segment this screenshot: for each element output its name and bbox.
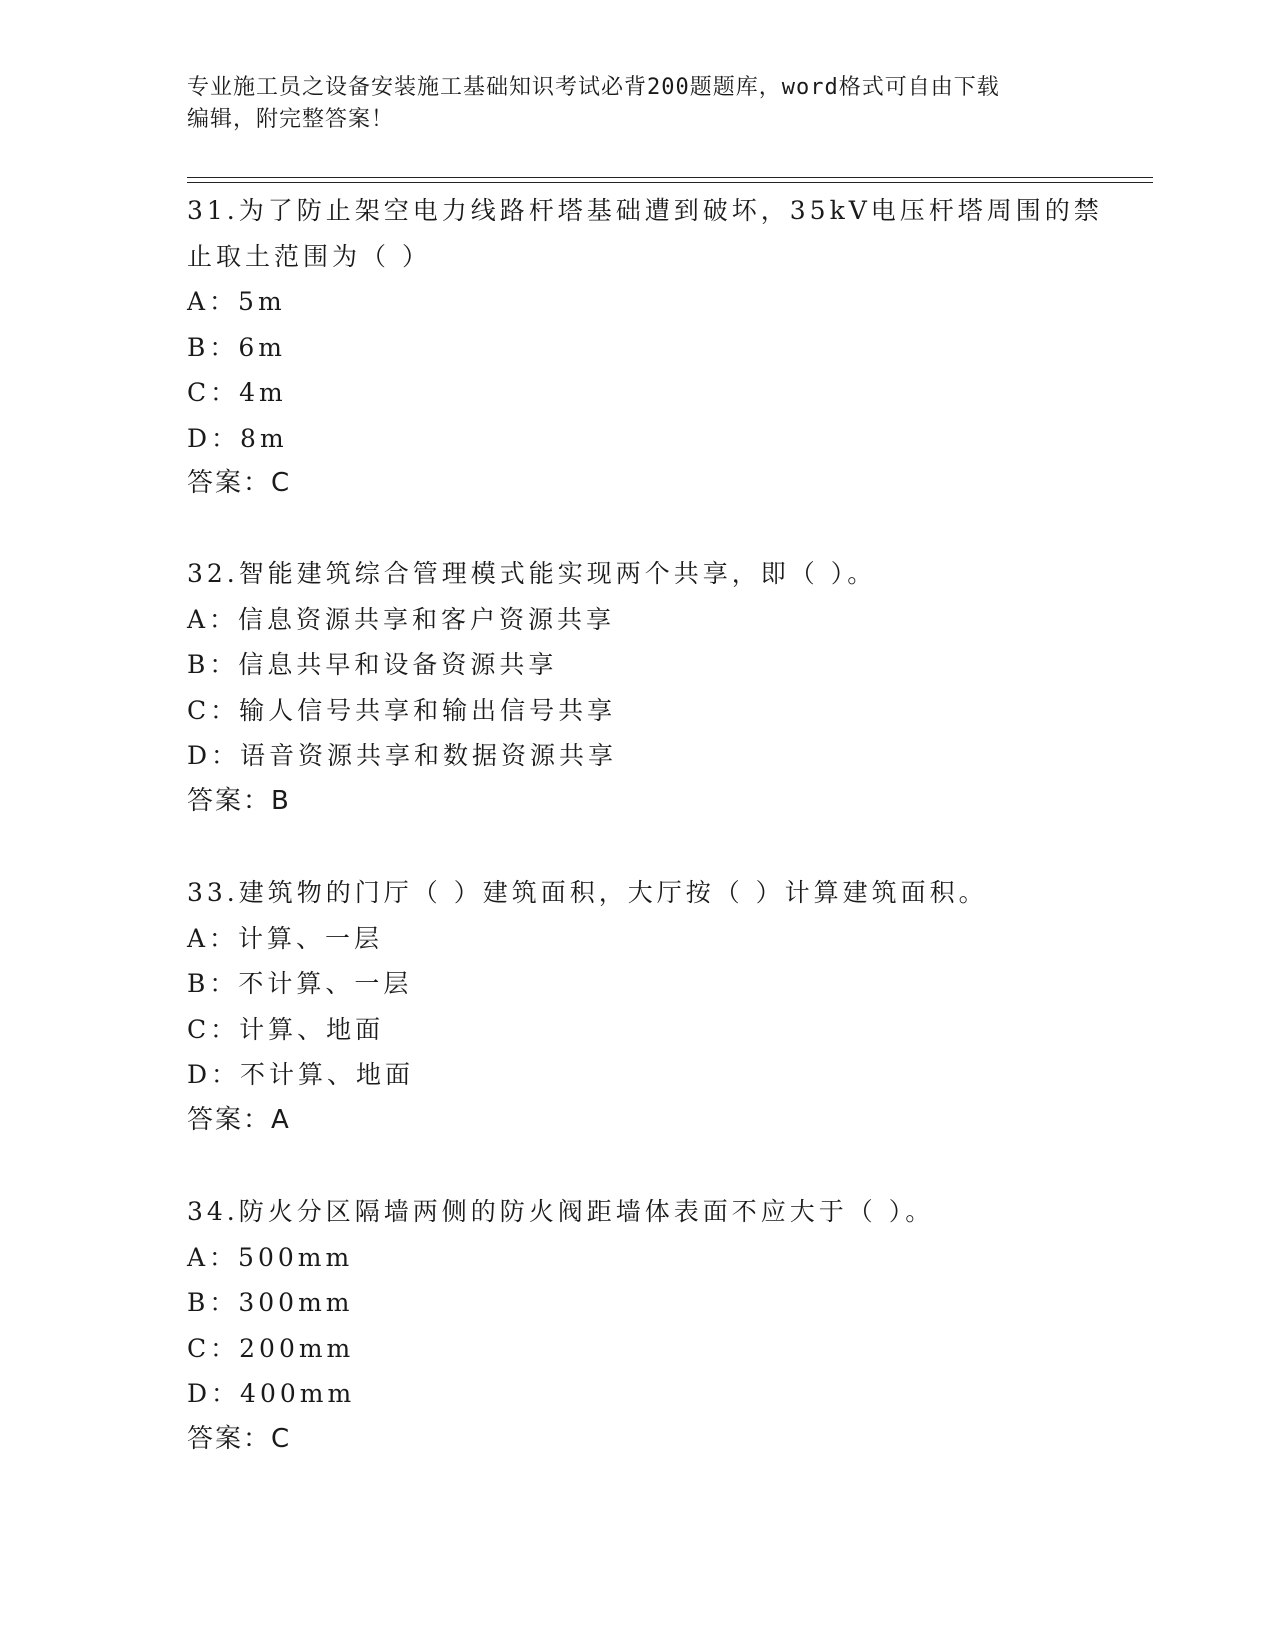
option-a: A：500mm [187, 1242, 354, 1272]
header-divider-bottom [187, 182, 1153, 183]
option-b: B：300mm [187, 1288, 354, 1317]
option-d: D：不计算、地面 [187, 1060, 415, 1089]
option-b: B：信息共早和设备资源共享 [187, 650, 558, 679]
question-stem-line: 32.智能建筑综合管理模式能实现两个共享，即（ ）。 [187, 559, 877, 588]
option-d: D：8m [187, 423, 288, 453]
option-c: C：输人信号共享和输出信号共享 [187, 695, 617, 725]
question-stem-line: 止取土范围为（ ） [187, 241, 431, 271]
option-c: C：200mm [187, 1333, 355, 1363]
option-a: A：信息资源共享和客户资源共享 [187, 604, 616, 634]
header-line-1: 专业施工员之设备安装施工基础知识考试必背200题题库，word格式可自由下载 [187, 75, 1000, 100]
option-d: D：语音资源共享和数据资源共享 [187, 741, 618, 770]
answer-line: 答案：A [187, 1104, 291, 1135]
document-header [187, 72, 1087, 136]
question-stem-line: 31.为了防止架空电力线路杆塔基础遭到破坏，35kV电压杆塔周围的禁 [187, 196, 1103, 225]
question-34 [187, 1189, 1087, 1462]
option-b: B：6m [187, 332, 286, 362]
question-33 [187, 870, 1087, 1143]
option-b: B：不计算、一层 [187, 969, 413, 998]
question-stem-line: 33.建筑物的门厅（ ）建筑面积，大厅按（ ）计算建筑面积。 [187, 878, 988, 907]
option-c: C：4m [187, 378, 287, 407]
question-31 [187, 188, 1103, 507]
question-32 [187, 551, 1087, 824]
option-a: A：计算、一层 [187, 923, 384, 953]
question-stem-line: 34.防火分区隔墙两侧的防火阀距墙体表面不应大于（ ）。 [187, 1197, 935, 1226]
answer-line: 答案：C [187, 1423, 292, 1454]
header-line-2: 编辑，附完整答案！ [187, 107, 395, 132]
answer-line: 答案：C [187, 468, 292, 498]
answer-line: 答案：B [187, 785, 291, 816]
option-c: C：计算、地面 [187, 1014, 385, 1044]
header-divider-top [187, 177, 1153, 178]
option-d: D：400mm [187, 1379, 356, 1408]
option-a: A：5m [187, 287, 286, 316]
